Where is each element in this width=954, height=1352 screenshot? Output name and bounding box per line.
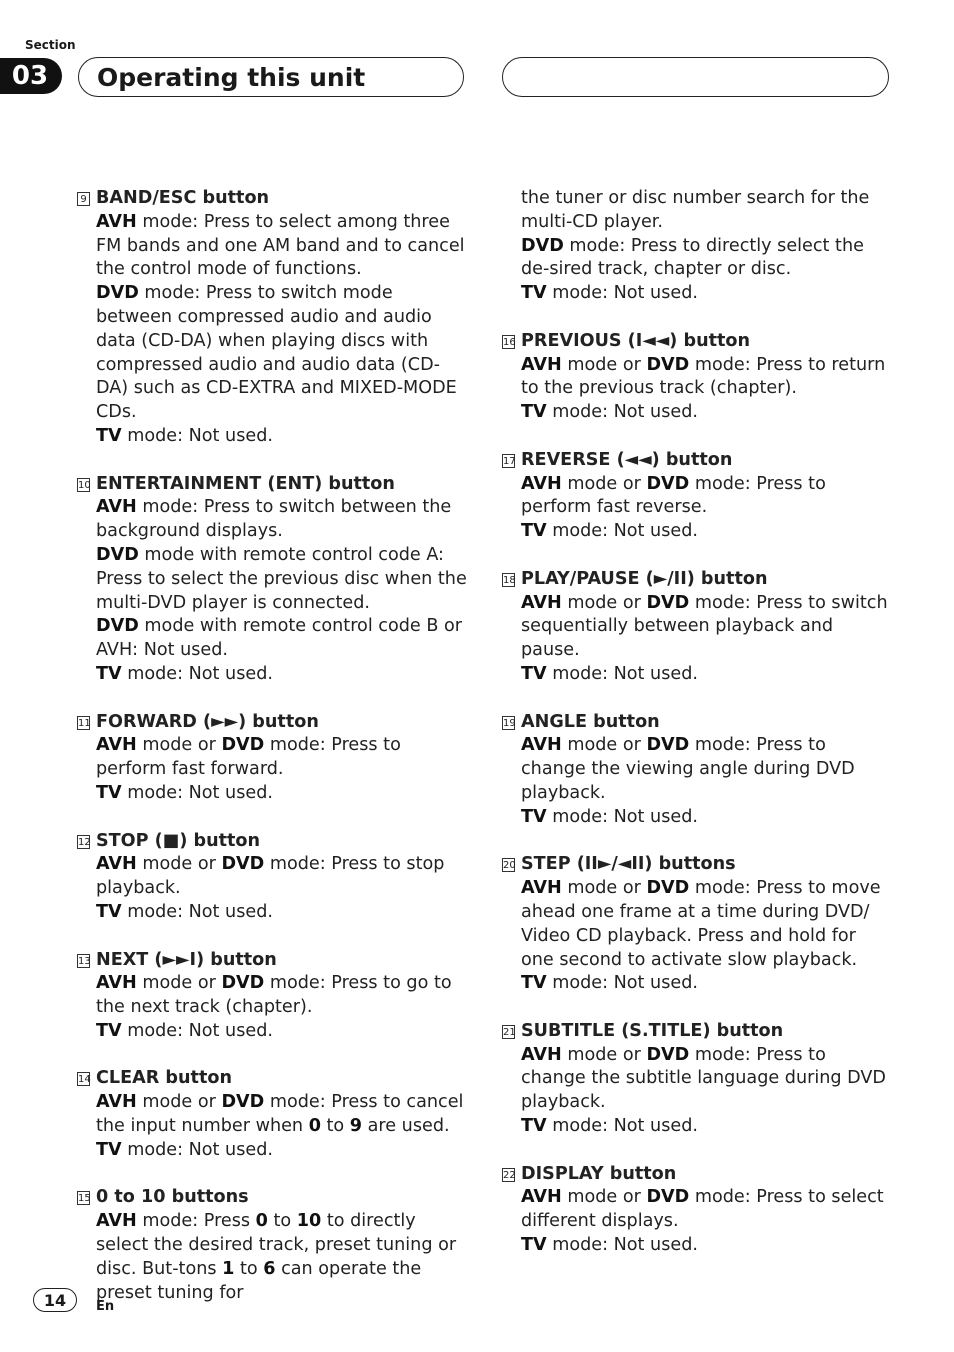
item-heading — [503, 1020, 893, 1044]
text-run: mode: Press to directly select the de-sired track, chapter or disc. — [521, 235, 864, 280]
bold-term: DVD — [646, 1044, 690, 1065]
bold-term: TV — [521, 1116, 547, 1137]
bold-term: TV — [521, 973, 547, 994]
text-run: mode: Press to cancel the input number when — [96, 1092, 464, 1137]
item-heading-text: REVERSE (◄◄) button — [521, 449, 733, 470]
item-description-line — [521, 592, 893, 663]
item-heading — [503, 853, 893, 877]
text-run: mode: Press to switch mode between compressed audio and audio data (CD-DA) when playing discs with compressed audio and audio data (CD-DA) such as CD-EXTRA and MIXED-MODE CDs. — [96, 283, 457, 423]
item-description-line — [521, 877, 893, 972]
text-run: are used. — [362, 1116, 450, 1137]
item-description-line — [96, 782, 468, 806]
bold-term: AVH — [96, 973, 137, 994]
text-run: mode: Press to switch sequentially between playback and pause. — [521, 592, 888, 661]
page-number: 14 — [33, 1288, 77, 1312]
item-description-line — [521, 282, 893, 306]
text-run: mode or — [561, 354, 647, 375]
item-heading-text: SUBTITLE (S.TITLE) button — [521, 1020, 784, 1041]
header-blank-box — [502, 57, 889, 97]
item-description-line — [521, 1044, 893, 1115]
button-description-item — [503, 449, 893, 544]
item-heading — [503, 568, 893, 592]
button-description-item — [78, 711, 468, 806]
bold-term: DVD — [646, 735, 690, 756]
item-heading — [503, 449, 893, 473]
text-run: mode: Not used. — [546, 1116, 698, 1137]
item-description-line — [96, 615, 468, 663]
section-label: Section — [25, 38, 76, 52]
item-description-line — [96, 663, 468, 687]
text-run: mode: Not used. — [546, 521, 698, 542]
text-run: mode: Press to stop playback. — [96, 854, 445, 899]
item-heading-text: ANGLE button — [521, 711, 660, 732]
item-number-box: 13 — [78, 955, 91, 967]
item-heading — [78, 1067, 468, 1091]
item-number-box: 16 — [503, 336, 516, 348]
item-description-line — [521, 401, 893, 425]
text-run: the tuner or disc number search for the multi-CD player. — [521, 188, 870, 232]
item-heading — [78, 1186, 468, 1210]
bold-term: TV — [96, 663, 122, 684]
button-description-item — [503, 1163, 893, 1258]
item-heading — [80, 187, 468, 211]
button-description-item — [78, 1186, 468, 1305]
section-number-badge: 03 — [0, 58, 62, 94]
bold-term: 0 — [255, 1211, 268, 1232]
item-description-line — [521, 520, 893, 544]
item-description-line — [521, 473, 893, 521]
item-description-line — [96, 282, 468, 425]
bold-term: DVD — [221, 973, 265, 994]
bold-term: TV — [521, 521, 547, 542]
item-description-line — [96, 544, 468, 615]
bold-term: 1 — [222, 1258, 235, 1279]
text-run: to — [320, 1116, 350, 1137]
bold-term: AVH — [96, 1211, 137, 1232]
button-description-item — [521, 187, 893, 306]
bold-term: TV — [96, 425, 122, 446]
item-description-line — [96, 734, 468, 782]
item-heading-text: PLAY/PAUSE (►/II) button — [521, 568, 768, 589]
item-description-line — [96, 901, 468, 925]
button-description-item — [78, 830, 468, 925]
text-run: mode or — [136, 735, 222, 756]
item-heading-text: ENTERTAINMENT (ENT) button — [96, 473, 395, 494]
item-number-box: 18 — [503, 574, 516, 586]
button-description-item — [503, 853, 893, 996]
text-run: mode: Not used. — [546, 806, 698, 827]
text-run: mode: Press to change the viewing angle during DVD playback. — [521, 735, 855, 803]
text-run: mode or — [561, 473, 647, 494]
bold-term: DVD — [646, 878, 690, 899]
bold-term: AVH — [521, 592, 562, 613]
text-run: mode or — [561, 1187, 647, 1208]
item-number-box: 22 — [503, 1169, 516, 1181]
bold-term: DVD — [646, 473, 690, 494]
button-description-item — [503, 1020, 893, 1139]
bold-term: 9 — [349, 1116, 363, 1137]
text-run: mode or — [561, 878, 647, 899]
bold-term: AVH — [521, 1044, 562, 1065]
item-description-line — [96, 1091, 468, 1139]
item-description-line — [96, 1139, 468, 1163]
text-run: mode with remote control code A: Press to select the previous disc when the multi-DVD player is connected. — [96, 544, 467, 613]
bold-term: DVD — [646, 592, 690, 613]
text-run: mode: Press to perform fast forward. — [96, 735, 401, 780]
text-run: mode: Not used. — [546, 283, 698, 304]
item-number-box: 12 — [78, 836, 91, 848]
item-number-box: 19 — [503, 717, 516, 729]
item-description-line — [521, 1115, 893, 1139]
bold-term: AVH — [96, 854, 137, 875]
text-run: mode: Not used. — [121, 901, 273, 922]
item-number-box: 9 — [77, 192, 90, 206]
bold-term: TV — [521, 1235, 547, 1256]
item-heading — [503, 330, 893, 354]
item-description-line — [521, 354, 893, 402]
item-description-line — [96, 496, 468, 544]
bold-term: DVD — [221, 854, 265, 875]
item-number-box: 11 — [78, 717, 91, 729]
item-description-line — [521, 187, 893, 235]
item-heading — [78, 711, 468, 735]
item-description-line — [521, 734, 893, 805]
text-run: mode: Press to move ahead one frame at a time during DVD/ Video CD playback. Press and hold for one second to activate slow playback. — [521, 878, 881, 970]
text-run: mode: Not used. — [546, 1235, 698, 1256]
item-heading-text: PREVIOUS (I◄◄) button — [521, 330, 751, 351]
text-run: mode: Press to perform fast reverse. — [521, 473, 826, 518]
bold-term: TV — [96, 782, 122, 803]
bold-term: DVD — [221, 735, 265, 756]
item-description-line — [521, 663, 893, 687]
bold-term: AVH — [96, 1092, 137, 1113]
text-run: mode: Press to return to the previous track (chapter). — [521, 354, 886, 399]
text-run: mode or — [561, 592, 647, 613]
bold-term: DVD — [646, 354, 690, 375]
bold-term: DVD — [96, 544, 139, 565]
item-description-line — [521, 1234, 893, 1258]
bold-term: AVH — [521, 735, 562, 756]
text-run: mode: Not used. — [121, 663, 273, 684]
text-run: mode: Press — [136, 1211, 256, 1232]
text-run: to directly select the desired track, preset tuning or disc. But-tons — [96, 1211, 457, 1279]
item-description-line — [96, 425, 468, 449]
text-run: mode: Press to change the subtitle language during DVD playback. — [521, 1044, 886, 1113]
button-description-item — [503, 330, 893, 425]
bold-term: DVD — [221, 1092, 265, 1113]
item-heading-text: STOP (■) button — [96, 830, 261, 851]
text-run: mode: Not used. — [546, 663, 698, 684]
bold-term: AVH — [521, 354, 562, 375]
button-description-item — [503, 711, 893, 830]
item-number-box: 14 — [78, 1074, 91, 1086]
item-heading-text: DISPLAY button — [521, 1163, 677, 1184]
bold-term: DVD — [96, 616, 139, 637]
item-heading — [78, 830, 468, 854]
text-run: mode: Press to go to the next track (chapter). — [96, 973, 452, 1018]
item-number-box: 10 — [78, 479, 91, 491]
text-run: mode or — [561, 1044, 647, 1065]
item-number-box: 15 — [78, 1193, 91, 1205]
bold-term: TV — [96, 1020, 122, 1041]
item-number-box: 17 — [503, 455, 516, 467]
item-number-box: 21 — [503, 1026, 516, 1038]
left-column — [78, 187, 468, 1329]
text-run: mode or — [561, 735, 647, 756]
bold-term: TV — [521, 402, 547, 423]
item-description-line — [96, 1020, 468, 1044]
text-run: mode: Not used. — [546, 973, 698, 994]
bold-term: 10 — [296, 1211, 322, 1232]
page-title: Operating this unit — [78, 57, 464, 97]
item-description-line — [521, 1186, 893, 1234]
bold-term: AVH — [521, 878, 562, 899]
text-run: to — [234, 1258, 264, 1279]
text-run: to — [267, 1211, 297, 1232]
item-description-line — [521, 972, 893, 996]
item-heading-text: FORWARD (►►) button — [96, 711, 319, 732]
text-run: mode: Not used. — [121, 425, 273, 446]
text-run: mode or — [136, 854, 222, 875]
button-description-item — [80, 187, 468, 449]
button-description-item — [503, 568, 893, 687]
bold-term: AVH — [521, 473, 562, 494]
bold-term: DVD — [646, 1187, 690, 1208]
text-run: mode: Not used. — [121, 782, 273, 803]
text-run: mode: Press to switch between the background displays. — [96, 497, 452, 542]
button-description-item — [78, 473, 468, 687]
button-description-item — [78, 949, 468, 1044]
text-run: mode with remote control code B or AVH: Not used. — [96, 616, 462, 661]
button-description-item — [78, 1067, 468, 1162]
item-description-line — [96, 972, 468, 1020]
bold-term: 6 — [263, 1258, 276, 1279]
language-code: En — [96, 1299, 115, 1314]
item-description-line — [521, 235, 893, 283]
text-run: mode: Press to select different displays. — [521, 1187, 884, 1232]
bold-term: TV — [521, 283, 547, 304]
bold-term: AVH — [96, 211, 137, 232]
text-run: mode or — [136, 973, 222, 994]
bold-term: DVD — [96, 283, 139, 304]
item-heading — [78, 949, 468, 973]
bold-term: 0 — [308, 1116, 321, 1137]
bold-term: AVH — [521, 1187, 562, 1208]
item-heading-text: STEP (II►/◄II) buttons — [521, 854, 736, 875]
bold-term: TV — [96, 901, 122, 922]
bold-term: AVH — [96, 735, 137, 756]
item-heading — [78, 473, 468, 497]
item-heading-text: NEXT (►►I) button — [96, 949, 277, 970]
item-heading-text: 0 to 10 buttons — [96, 1187, 249, 1208]
item-description-line — [96, 211, 468, 282]
item-heading — [503, 1163, 893, 1187]
bold-term: AVH — [96, 497, 137, 518]
item-description-line — [96, 1210, 468, 1305]
text-run: mode: Press to select among three FM bands and one AM band and to cancel the control mode of functions. — [96, 211, 465, 280]
bold-term: TV — [96, 1139, 122, 1160]
bold-term: TV — [521, 663, 547, 684]
item-description-line — [521, 806, 893, 830]
text-run: mode: Not used. — [121, 1020, 273, 1041]
text-run: mode: Not used. — [546, 402, 698, 423]
item-number-box: 20 — [503, 860, 516, 872]
text-run: mode or — [136, 1092, 222, 1113]
bold-term: DVD — [521, 235, 564, 256]
item-heading-text: CLEAR button — [96, 1068, 232, 1089]
item-description-line — [96, 853, 468, 901]
text-run: mode: Not used. — [121, 1139, 273, 1160]
right-column — [503, 187, 893, 1282]
text-run: can operate the preset tuning for — [96, 1258, 422, 1303]
bold-term: TV — [521, 806, 547, 827]
item-heading-text: BAND/ESC button — [96, 188, 270, 208]
item-heading — [503, 711, 893, 735]
